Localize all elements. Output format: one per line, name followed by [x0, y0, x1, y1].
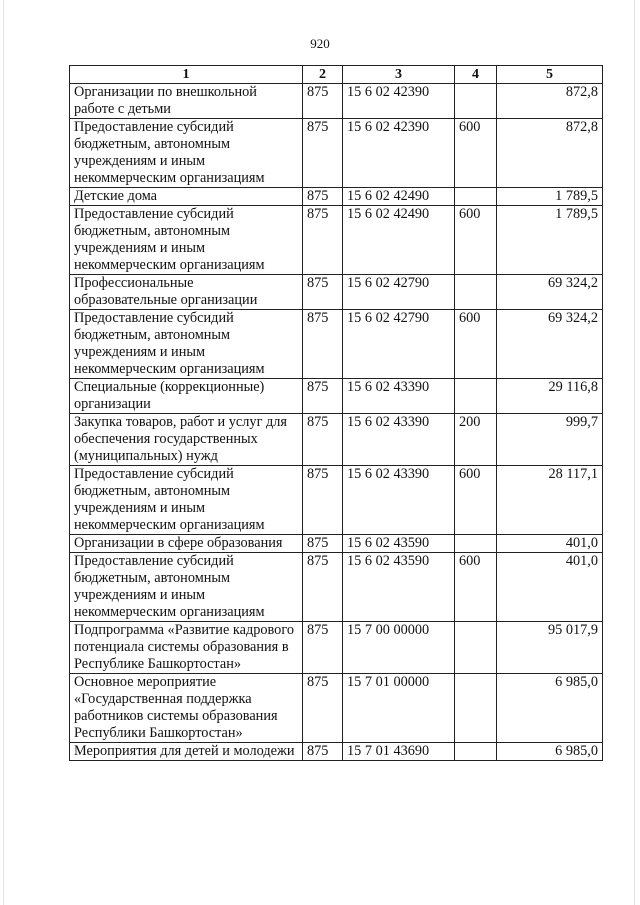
row-code-cell: 875 — [303, 466, 343, 535]
row-expense-type-cell: 600 — [455, 310, 497, 379]
table-row — [70, 743, 603, 761]
column-header-2: 2 — [303, 66, 343, 84]
row-amount-cell: 1 789,5 — [497, 188, 603, 206]
row-amount-cell: 872,8 — [497, 84, 603, 119]
table-row — [70, 310, 603, 379]
row-target-article-cell: 15 6 02 43390 — [343, 414, 455, 466]
table-row — [70, 119, 603, 188]
table-row — [70, 674, 603, 743]
row-code-cell: 875 — [303, 188, 343, 206]
row-expense-type-cell — [455, 84, 497, 119]
row-name-cell: Подпрограмма «Развитие кадрового потенциала системы образования в Республике Башкортостан» — [70, 622, 303, 674]
row-amount-cell: 999,7 — [497, 414, 603, 466]
row-name-cell: Закупка товаров, работ и услуг для обеспечения государственных (муниципальных) нужд — [70, 414, 303, 466]
row-target-article-cell: 15 6 02 42490 — [343, 188, 455, 206]
right-edge-line — [634, 0, 635, 905]
row-target-article-cell: 15 6 02 43590 — [343, 535, 455, 553]
table-row — [70, 188, 603, 206]
row-code-cell: 875 — [303, 84, 343, 119]
row-code-cell: 875 — [303, 622, 343, 674]
column-header-5: 5 — [497, 66, 603, 84]
table-body — [70, 84, 603, 761]
row-code-cell: 875 — [303, 414, 343, 466]
row-name-cell: Организации в сфере образования — [70, 535, 303, 553]
row-code-cell: 875 — [303, 535, 343, 553]
row-expense-type-cell: 600 — [455, 119, 497, 188]
row-amount-cell: 6 985,0 — [497, 674, 603, 743]
row-name-cell: Организации по внешкольной работе с детьми — [70, 84, 303, 119]
row-code-cell: 875 — [303, 743, 343, 761]
row-name-cell: Предоставление субсидий бюджетным, автономным учреждениям и иным некоммерческим организациям — [70, 206, 303, 275]
row-code-cell: 875 — [303, 275, 343, 310]
row-expense-type-cell: 600 — [455, 206, 497, 275]
row-code-cell: 875 — [303, 119, 343, 188]
row-target-article-cell: 15 6 02 42390 — [343, 84, 455, 119]
budget-table — [69, 65, 603, 761]
column-header-1: 1 — [70, 66, 303, 84]
row-name-cell: Предоставление субсидий бюджетным, автономным учреждениям и иным некоммерческим организациям — [70, 466, 303, 535]
table-row — [70, 206, 603, 275]
row-amount-cell: 29 116,8 — [497, 379, 603, 414]
row-expense-type-cell — [455, 622, 497, 674]
row-target-article-cell: 15 6 02 42390 — [343, 119, 455, 188]
row-target-article-cell: 15 6 02 43390 — [343, 466, 455, 535]
row-code-cell: 875 — [303, 553, 343, 622]
row-expense-type-cell: 600 — [455, 553, 497, 622]
row-name-cell: Предоставление субсидий бюджетным, автономным учреждениям и иным некоммерческим организациям — [70, 310, 303, 379]
row-expense-type-cell — [455, 743, 497, 761]
table-row — [70, 553, 603, 622]
row-name-cell: Профессиональные образовательные организации — [70, 275, 303, 310]
row-target-article-cell: 15 7 01 43690 — [343, 743, 455, 761]
row-expense-type-cell — [455, 674, 497, 743]
row-code-cell: 875 — [303, 674, 343, 743]
row-target-article-cell: 15 6 02 42790 — [343, 310, 455, 379]
row-amount-cell: 69 324,2 — [497, 310, 603, 379]
row-amount-cell: 69 324,2 — [497, 275, 603, 310]
row-name-cell: Детские дома — [70, 188, 303, 206]
table-row — [70, 379, 603, 414]
column-header-4: 4 — [455, 66, 497, 84]
table-header-row — [70, 66, 603, 84]
row-expense-type-cell: 200 — [455, 414, 497, 466]
row-target-article-cell: 15 6 02 43390 — [343, 379, 455, 414]
row-amount-cell: 1 789,5 — [497, 206, 603, 275]
column-header-3: 3 — [343, 66, 455, 84]
row-expense-type-cell — [455, 188, 497, 206]
row-amount-cell: 872,8 — [497, 119, 603, 188]
row-code-cell: 875 — [303, 310, 343, 379]
table-row — [70, 414, 603, 466]
page-number: 920 — [310, 36, 330, 51]
table-row — [70, 535, 603, 553]
left-edge-line — [3, 0, 4, 905]
row-name-cell: Мероприятия для детей и молодежи — [70, 743, 303, 761]
table-row — [70, 466, 603, 535]
table-row — [70, 275, 603, 310]
row-target-article-cell: 15 7 01 00000 — [343, 674, 455, 743]
row-amount-cell: 401,0 — [497, 535, 603, 553]
row-name-cell: Предоставление субсидий бюджетным, автономным учреждениям и иным некоммерческим организациям — [70, 553, 303, 622]
row-expense-type-cell — [455, 275, 497, 310]
table-row — [70, 622, 603, 674]
row-expense-type-cell — [455, 379, 497, 414]
row-target-article-cell: 15 6 02 43590 — [343, 553, 455, 622]
row-amount-cell: 28 117,1 — [497, 466, 603, 535]
row-code-cell: 875 — [303, 379, 343, 414]
row-name-cell: Основное мероприятие «Государственная поддержка работников системы образования Республики Башкортостан» — [70, 674, 303, 743]
row-expense-type-cell — [455, 535, 497, 553]
row-target-article-cell: 15 6 02 42490 — [343, 206, 455, 275]
row-expense-type-cell: 600 — [455, 466, 497, 535]
row-name-cell: Специальные (коррекционные) организации — [70, 379, 303, 414]
row-target-article-cell: 15 7 00 00000 — [343, 622, 455, 674]
row-amount-cell: 95 017,9 — [497, 622, 603, 674]
table-row — [70, 84, 603, 119]
row-code-cell: 875 — [303, 206, 343, 275]
row-name-cell: Предоставление субсидий бюджетным, автономным учреждениям и иным некоммерческим организациям — [70, 119, 303, 188]
row-amount-cell: 401,0 — [497, 553, 603, 622]
row-target-article-cell: 15 6 02 42790 — [343, 275, 455, 310]
row-amount-cell: 6 985,0 — [497, 743, 603, 761]
